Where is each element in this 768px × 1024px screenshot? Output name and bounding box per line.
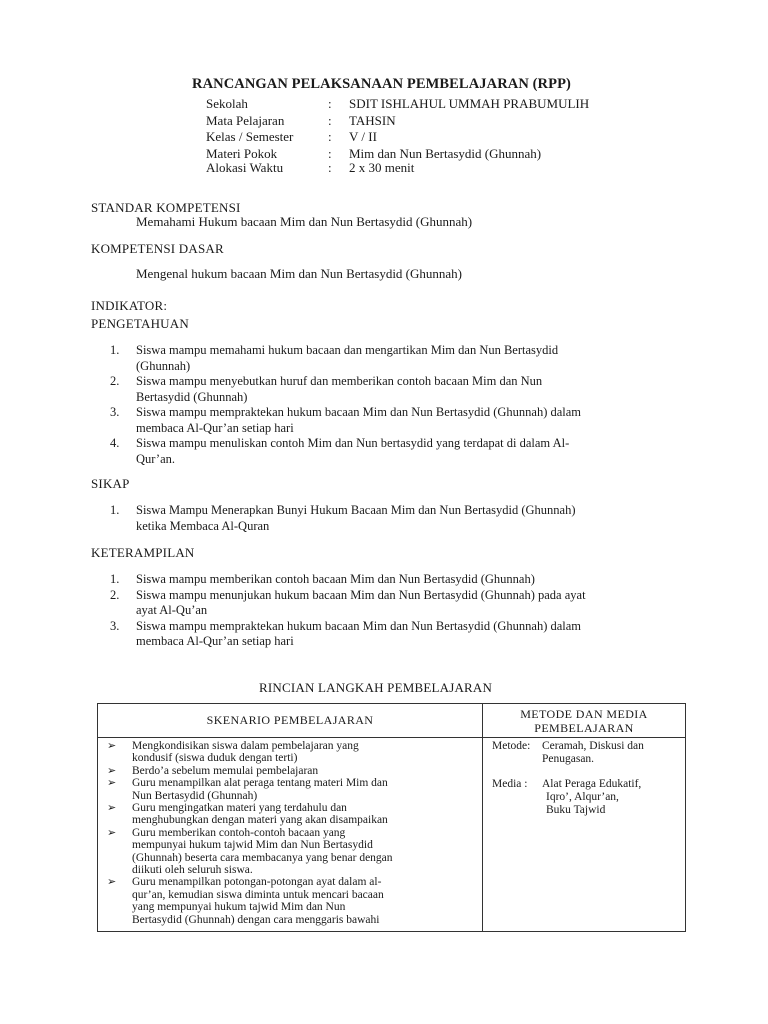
item-line: ketika Membaca Al-Quran [136, 518, 270, 533]
info-label: Materi Pokok [206, 146, 278, 161]
item-line: menghubungkan dengan materi yang akan disampaikan [132, 814, 388, 827]
metode-label: Metode: [492, 740, 531, 752]
list-item [110, 503, 576, 534]
list-item [107, 876, 474, 926]
arrow-bullet-icon: ➢ [107, 802, 117, 815]
item-line: kondusif (siswa duduk dengan terti) [132, 752, 298, 765]
item-number: 2. [110, 587, 120, 602]
media-label: Media : [492, 778, 528, 790]
list-item [107, 777, 474, 802]
pengetahuan-heading: PENGETAHUAN [91, 316, 189, 331]
metode-block [483, 738, 685, 817]
info-value: 2 x 30 menit [349, 160, 415, 175]
item-number: 1. [110, 572, 120, 586]
item-line: yang mempunyai hukum tajwid Mim dan Nun [132, 901, 346, 914]
item-line: Guru menampilkan potongan-potongan ayat dalam al- [132, 876, 382, 889]
info-colon: : [328, 146, 332, 161]
arrow-bullet-icon: ➢ [107, 876, 117, 889]
table-row [98, 738, 686, 932]
info-value: TAHSIN [349, 113, 396, 128]
item-line: Siswa mampu mempraktekan hukum bacaan Mim dan Nun Bertasydid (Ghunnah) dalam [136, 618, 582, 633]
info-colon: : [328, 113, 332, 128]
item-line: mempunyai hukum tajwid Mim dan Nun Bertasydid [132, 839, 373, 852]
sikap-list [110, 503, 576, 534]
item-number: 3. [110, 618, 120, 633]
rincian-table [97, 703, 686, 932]
info-value: Mim dan Nun Bertasydid (Ghunnah) [349, 146, 542, 161]
item-line: (Ghunnah) beserta cara membacanya yang benar dengan [132, 851, 393, 864]
info-label: Kelas / Semester [206, 129, 294, 144]
metode-line: Penugasan. [542, 753, 595, 765]
item-number: 2. [110, 374, 120, 388]
metode-row [492, 740, 679, 766]
media-line: Alat Peraga Edukatif, [542, 778, 642, 790]
list-item [107, 802, 474, 827]
info-colon: : [328, 129, 332, 144]
item-line: Siswa mampu mempraktekan hukum bacaan Mim dan Nun Bertasydid (Ghunnah) dalam [136, 405, 582, 419]
item-number: 3. [110, 405, 120, 419]
list-item [110, 619, 586, 650]
item-line: Siswa mampu menyebutkan huruf dan memberikan contoh bacaan Mim dan Nun [136, 374, 543, 388]
item-line: Nun Bertasydid (Ghunnah) [132, 789, 258, 802]
document-title: RANCANGAN PELAKSANAAN PEMBELAJARAN (RPP) [192, 76, 571, 92]
item-number: 1. [110, 503, 120, 517]
info-label: Mata Pelajaran [206, 113, 285, 128]
metode-header-line: METODE DAN MEDIA [520, 706, 648, 721]
info-colon: : [328, 96, 332, 111]
item-line: Bertasydid (Ghunnah) dengan cara menggaris bawahi [132, 913, 380, 926]
item-line: Guru menampilkan alat peraga tentang materi Mim dan [132, 777, 388, 790]
item-line: Bertasydid (Ghunnah) [136, 389, 248, 404]
metode-column-header [483, 704, 686, 738]
standar-kompetensi-heading: STANDAR KOMPETENSI [91, 200, 241, 215]
item-line: Siswa mampu menuliskan contoh Mim dan Nun bertasydid yang terdapat di dalam Al- [136, 436, 570, 450]
arrow-bullet-icon: ➢ [107, 777, 117, 790]
media-row [492, 778, 679, 817]
item-line: Qur’an. [136, 451, 175, 466]
item-line: Siswa mampu menunjukan hukum bacaan Mim dan Nun Bertasydid (Ghunnah) pada ayat [136, 587, 586, 602]
skenario-list [98, 738, 482, 926]
item-line: qur’an, kemudian siswa diminta untuk mencari bacaan [132, 888, 384, 901]
info-label: Sekolah [206, 96, 248, 111]
arrow-bullet-icon: ➢ [107, 740, 117, 752]
metode-media-cell [483, 738, 686, 932]
item-line: Siswa Mampu Menerapkan Bunyi Hukum Bacaan Mim dan Nun Bertasydid (Ghunnah) [136, 503, 576, 517]
item-number: 4. [110, 436, 120, 450]
item-line: ayat Al-Qu’an [136, 603, 208, 617]
list-item [110, 436, 581, 467]
info-value: V / II [349, 129, 377, 144]
item-line: Siswa mampu memberikan contoh bacaan Mim dan Nun Bertasydid (Ghunnah) [136, 572, 535, 586]
indikator-heading: INDIKATOR: [91, 298, 168, 313]
keterampilan-list [110, 572, 586, 650]
kompetensi-dasar-text: Mengenal hukum bacaan Mim dan Nun Bertasydid (Ghunnah) [136, 266, 463, 281]
item-line: Guru memberikan contoh-contoh bacaan yang [132, 826, 346, 839]
item-line: Guru mengingatkan materi yang terdahulu dan [132, 802, 347, 815]
info-value: SDIT ISHLAHUL UMMAH PRABUMULIH [349, 96, 590, 111]
media-line: Buku Tajwid [546, 804, 606, 816]
info-colon: : [328, 160, 332, 175]
list-item [110, 572, 586, 588]
item-line: Siswa mampu memahami hukum bacaan dan mengartikan Mim dan Nun Bertasydid [136, 343, 559, 357]
kompetensi-dasar-heading: KOMPETENSI DASAR [91, 241, 224, 256]
skenario-header-label: SKENARIO PEMBELAJARAN [206, 713, 374, 727]
table-header-row [98, 704, 686, 738]
keterampilan-heading: KETERAMPILAN [91, 545, 195, 560]
metode-line: Ceramah, Diskusi dan [542, 740, 644, 752]
metode-header-line: PEMBELAJARAN [534, 720, 634, 735]
list-item [110, 374, 581, 405]
rincian-heading: RINCIAN LANGKAH PEMBELAJARAN [259, 680, 493, 695]
sikap-heading: SIKAP [91, 476, 130, 491]
list-item [107, 765, 474, 777]
item-line: membaca Al-Qur’an setiap hari [136, 634, 294, 648]
standar-kompetensi-text: Memahami Hukum bacaan Mim dan Nun Bertasydid (Ghunnah) [136, 214, 473, 229]
media-line: Iqro’, Alqur’an, [546, 791, 619, 803]
skenario-column-header [98, 704, 483, 738]
item-line: diikuti oleh seluruh siswa. [132, 864, 253, 877]
item-line: Berdo’a sebelum memulai pembelajaran [132, 764, 319, 777]
list-item [107, 740, 474, 765]
pengetahuan-list [110, 343, 581, 467]
item-line: (Ghunnah) [136, 358, 191, 373]
arrow-bullet-icon: ➢ [107, 826, 117, 839]
list-item [107, 827, 474, 877]
item-number: 1. [110, 343, 120, 357]
list-item [110, 405, 581, 436]
list-item [110, 588, 586, 619]
arrow-bullet-icon: ➢ [107, 764, 117, 777]
info-label: Alokasi Waktu [206, 160, 284, 175]
list-item [110, 343, 581, 374]
skenario-cell [98, 738, 483, 932]
item-line: Mengkondisikan siswa dalam pembelajaran yang [132, 740, 359, 752]
item-line: membaca Al-Qur’an setiap hari [136, 420, 294, 435]
